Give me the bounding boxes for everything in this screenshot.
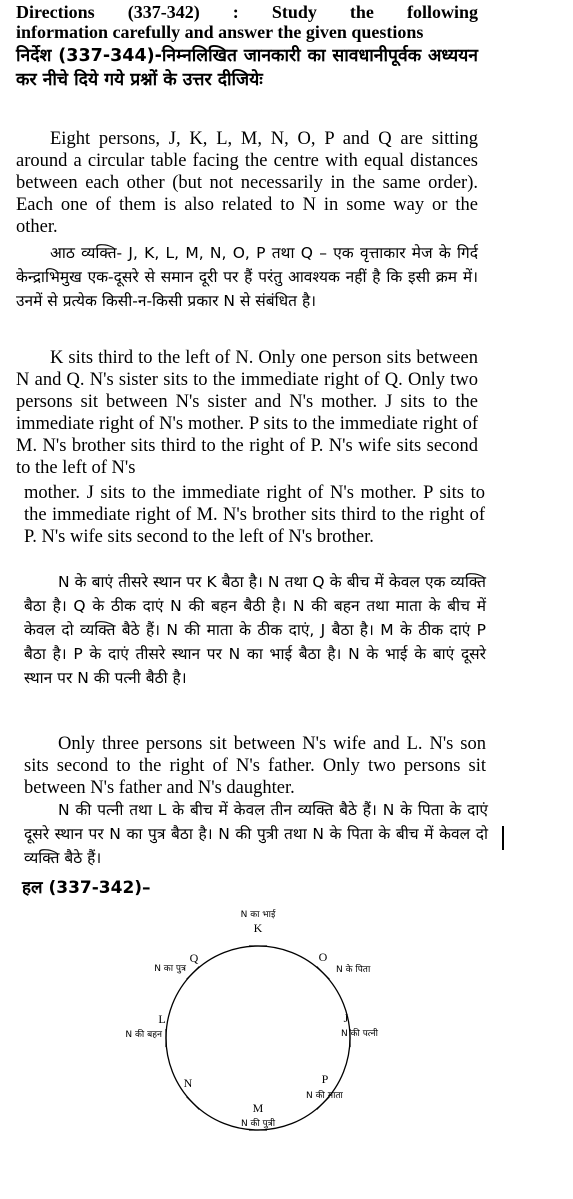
seat-letter-p: P xyxy=(321,1072,329,1086)
seating-diagram xyxy=(0,890,573,1150)
paragraph-2-english-b: mother. J sits to the immediate right of N's mother. P sits to the immediate right of M. N's brother sits third to the right of P. N's wife sits second to the left of N's brother. xyxy=(24,483,485,547)
seat-letter-m: M xyxy=(252,1101,264,1115)
seat-relation-q: N का पुत्र xyxy=(154,964,186,974)
seat-letter-q: Q xyxy=(189,951,199,965)
paragraph-3-hindi-text: N की पत्नी तथा L के बीच में केवल तीन व्यक्ति बैठे हैं। N के पिता के दाएं दूसरे स्थान पर N का पुत्र बैठा है। N की पुत्री तथा N के पिता के बीच में केवल दो व्यक्ति बैठे हैं। xyxy=(24,801,488,867)
seat-relation-o: N के पिता xyxy=(336,965,371,975)
paragraph-1-hindi xyxy=(16,241,478,313)
paragraph-3-hindi xyxy=(24,798,488,870)
seat-relation-j: N की पत्नी xyxy=(341,1029,378,1039)
paragraph-2-english-a xyxy=(16,347,478,479)
paragraph-3-english-text: Only three persons sit between N's wife and L. N's son sits second to the right of N's father. Only two persons sit between N's father and N's daughter. xyxy=(24,734,486,798)
seat-relation-l: N की बहन xyxy=(125,1030,162,1040)
seat-letter-k: K xyxy=(253,921,263,935)
seat-relation-p: N की माता xyxy=(306,1091,343,1101)
paragraph-3-english xyxy=(24,733,486,799)
paragraph-2-hindi-text: N के बाएं तीसरे स्थान पर K बैठा है। N तथा Q के बीच में केवल एक व्यक्ति बैठा है। Q के ठीक दाएं N की बहन बैठी है। N की बहन तथा माता के बीच में केवल दो व्यक्ति बैठे हैं। N की माता के ठीक दाएं, J बैठा है। M के ठीक दाएं P बैठा है। P के दाएं तीसरे स्थान पर N का भाई बैठा है। N के भाई के बाएं दूसरे स्थान पर N की पत्नी बैठी है। xyxy=(24,573,486,687)
paragraph-2-english-a-text: K sits third to the left of N. Only one person sits between N and Q. N's sister sits to the immediate right of Q. Only two persons sit between N's sister and N's mother. J sits to the immediate right of N's mother. P sits to the immediate right of M. N's brother sits third to the right of P. N's wife sits second to the left of N's xyxy=(16,348,478,478)
seat-letter-j: J xyxy=(343,1011,349,1025)
directions-heading xyxy=(16,2,478,42)
seat-relation-m: N की पुत्री xyxy=(240,1119,276,1129)
paragraph-1-english xyxy=(16,128,478,238)
seat-relation-k: N का भाई xyxy=(240,910,276,920)
text-cursor xyxy=(502,826,504,850)
directions-line-2: information carefully and answer the given questions xyxy=(16,22,424,42)
hindi-directions: निर्देश (337-344)-निम्नलिखित जानकारी का सावधानीपूर्वक अध्ययन कर नीचे दिये गये प्रश्नों के उत्तर दीजियेः xyxy=(16,46,478,90)
seat-letter-l: L xyxy=(158,1012,166,1026)
solution-heading: हल (337-342)– xyxy=(22,878,151,898)
paragraph-1-hindi-text: आठ व्यक्ति- J, K, L, M, N, O, P तथा Q – एक वृत्ताकार मेज के गिर्द केन्द्राभिमुख एक-दूसरे से समान दूरी पर हैं परंतु आवश्यक नहीं है कि इसी क्रम में। उनमें से प्रत्येक किसी-न-किसी प्रकार N से संबंधित है। xyxy=(16,244,478,310)
seat-mark-q xyxy=(187,967,200,980)
seat-letter-o: O xyxy=(318,950,328,964)
directions-line-1: Directions (337-342) : Study the following xyxy=(16,2,478,22)
paragraph-1-english-text: Eight persons, J, K, L, M, N, O, P and Q are sitting around a circular table facing the centre with equal distances between each other (but not necessarily in the same order). Each one of them is also related to N in some way or the other. xyxy=(16,129,478,237)
seat-mark-o xyxy=(317,967,330,980)
seat-letter-n: N xyxy=(183,1076,193,1090)
seat-mark-n xyxy=(187,1097,200,1110)
paragraph-2-hindi xyxy=(24,570,486,690)
